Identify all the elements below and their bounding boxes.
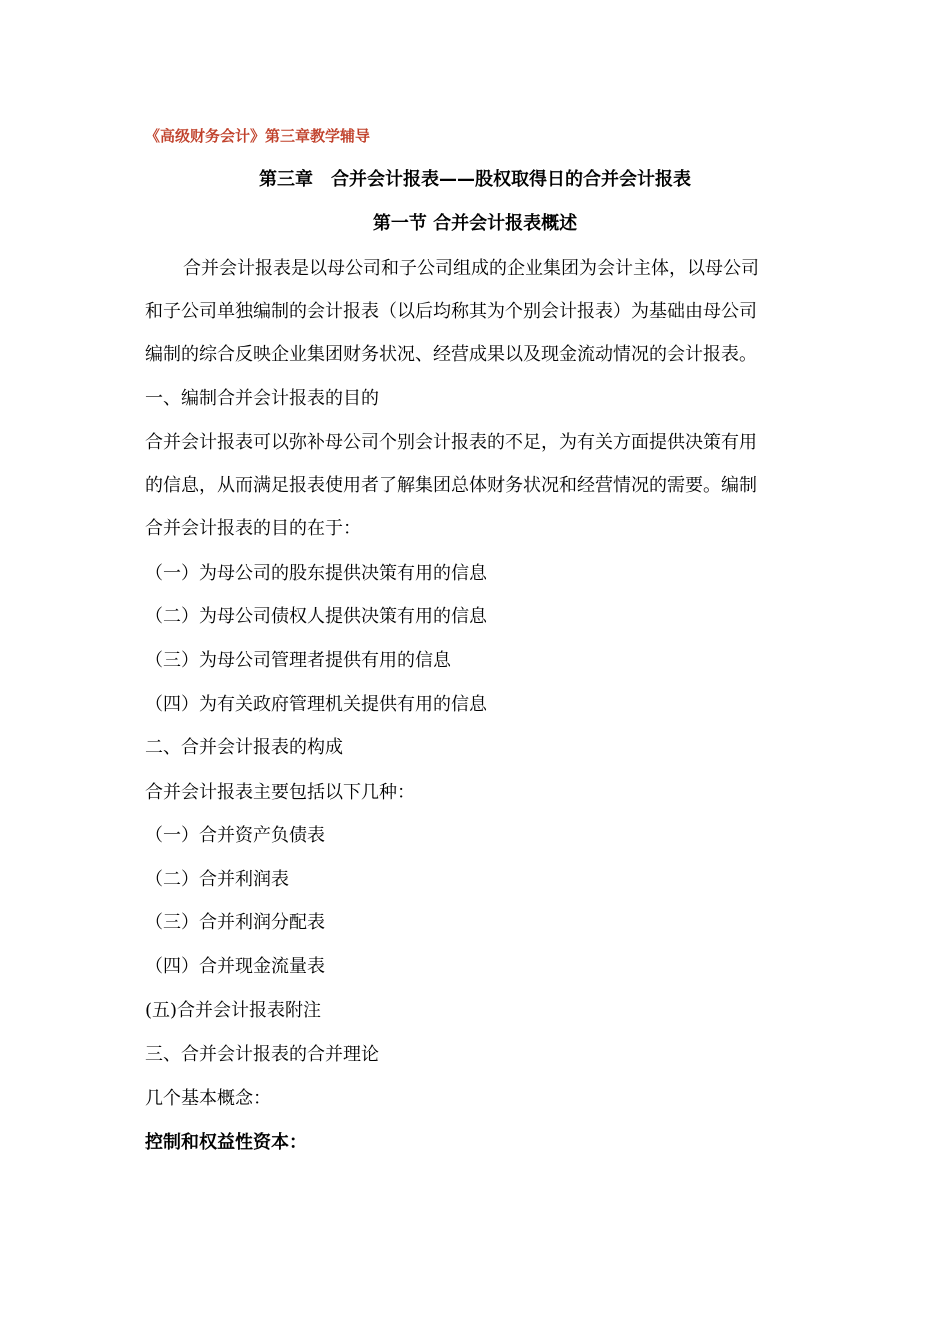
- part1-list-item: （一）为母公司的股东提供决策有用的信息: [145, 563, 487, 584]
- part2-intro: 合并会计报表主要包括以下几种：: [145, 782, 415, 803]
- part1-paragraph-line-2: 的信息，从而满足报表使用者了解集团总体财务状况和经营情况的需要。编制: [145, 475, 757, 496]
- intro-paragraph-line-2: 和子公司单独编制的会计报表（以后均称其为个别会计报表）为基础由母公司: [145, 301, 757, 322]
- document-header-title: 《高级财务会计》第三章教学辅导: [145, 127, 371, 145]
- part3-intro: 几个基本概念：: [145, 1088, 271, 1109]
- part2-list-item: （四）合并现金流量表: [145, 956, 325, 977]
- chapter-title: 第三章 合并会计报表——股权取得日的合并会计报表: [259, 169, 691, 190]
- intro-paragraph-line-3: 编制的综合反映企业集团财务状况、经营成果以及现金流动情况的会计报表。: [145, 344, 757, 365]
- part2-list-item: （二）合并利润表: [145, 869, 289, 890]
- part2-list-item: （三）合并利润分配表: [145, 912, 325, 933]
- part1-heading: 一、编制合并会计报表的目的: [145, 388, 379, 409]
- part3-bold-label: 控制和权益性资本：: [145, 1132, 307, 1153]
- part2-list-item: （一）合并资产负债表: [145, 825, 325, 846]
- section-title: 第一节 合并会计报表概述: [372, 213, 578, 234]
- part1-list-item: （三）为母公司管理者提供有用的信息: [145, 650, 451, 671]
- part1-list-item: （四）为有关政府管理机关提供有用的信息: [145, 694, 487, 715]
- part1-paragraph-line-1: 合并会计报表可以弥补母公司个别会计报表的不足，为有关方面提供决策有用: [145, 432, 757, 453]
- part2-heading: 二、合并会计报表的构成: [145, 737, 343, 758]
- part1-list-item: （二）为母公司债权人提供决策有用的信息: [145, 606, 487, 627]
- intro-paragraph-line-1: 合并会计报表是以母公司和子公司组成的企业集团为会计主体，以母公司: [183, 258, 759, 279]
- part3-heading: 三、合并会计报表的合并理论: [145, 1044, 379, 1065]
- part1-paragraph-line-3: 合并会计报表的目的在于：: [145, 518, 361, 539]
- part2-list-item: (五)合并会计报表附注: [145, 1000, 322, 1021]
